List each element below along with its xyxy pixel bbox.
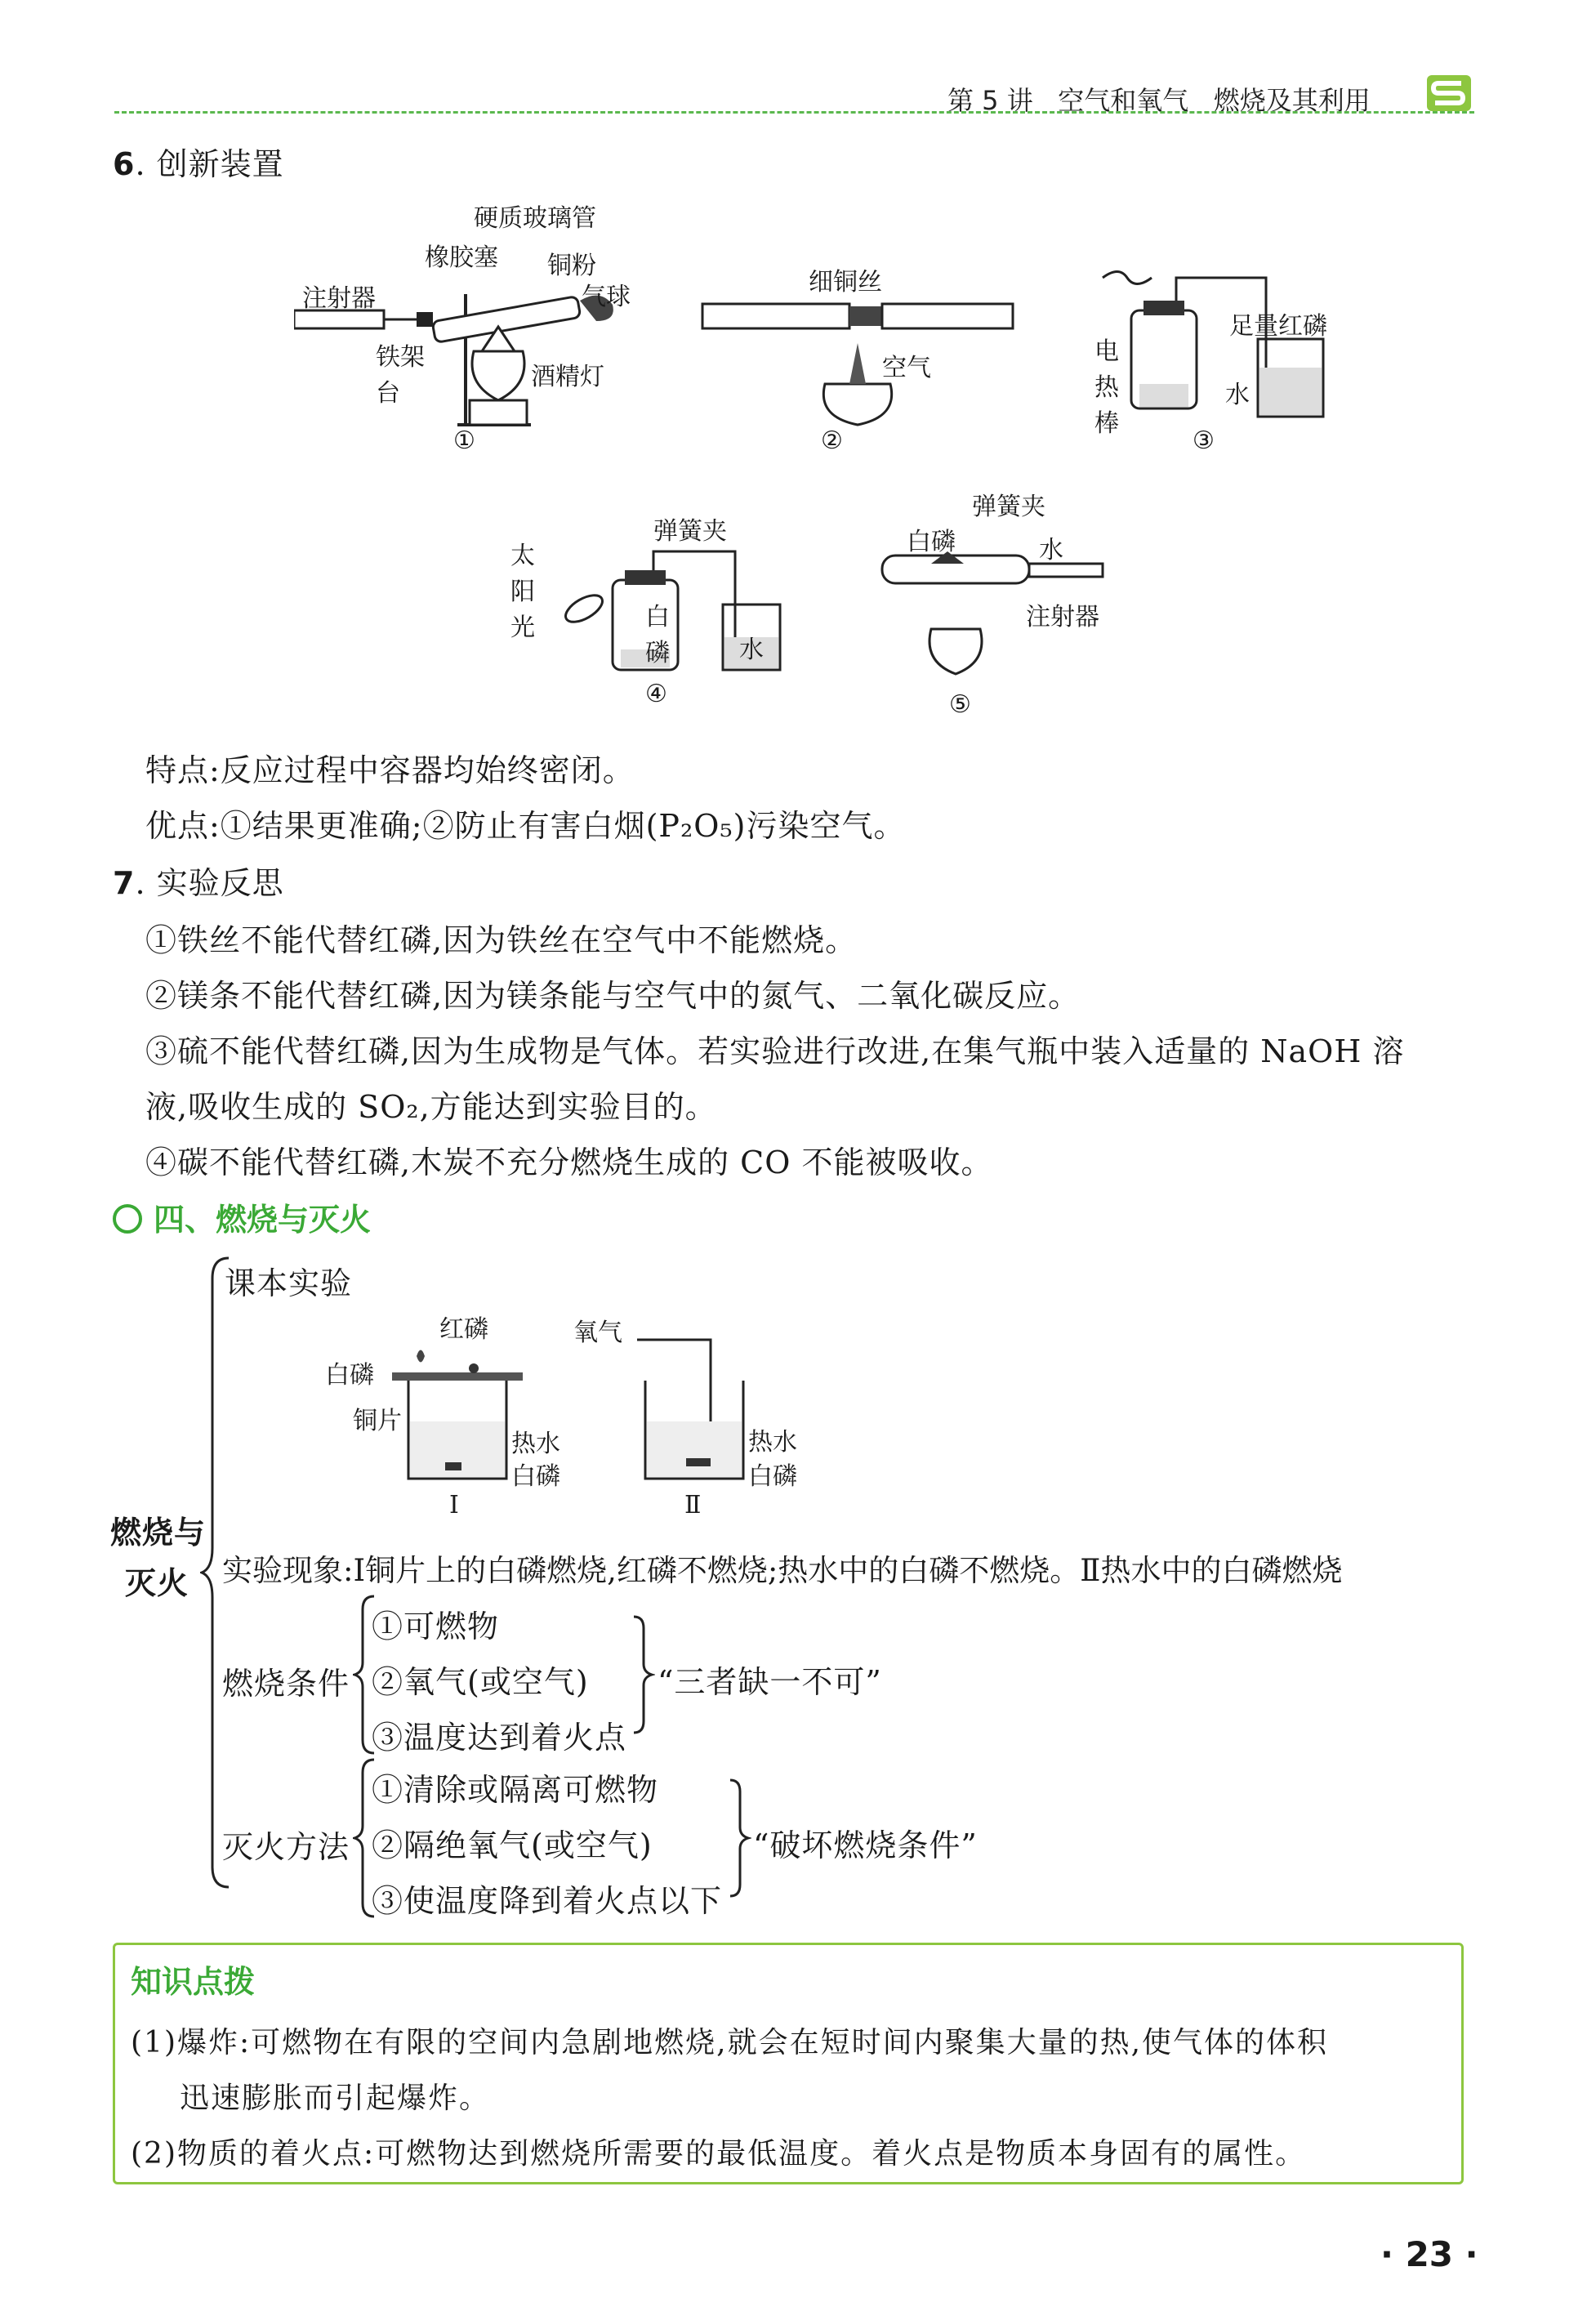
method-1: ①清除或隔离可燃物 bbox=[372, 1772, 659, 1808]
section6-feature: 特点:反应过程中容器均始终密闭。 bbox=[145, 752, 635, 788]
fig1-label-hard-glass-tube: 硬质玻璃管 bbox=[474, 204, 596, 233]
fig3-label-water: 水 bbox=[1225, 381, 1250, 409]
conditions-label: 燃烧条件 bbox=[222, 1666, 350, 1702]
section7-item-3b: 液,吸收生成的 SO₂,方能达到实验目的。 bbox=[145, 1089, 717, 1125]
fig2-label-copper-wire: 细铜丝 bbox=[809, 268, 882, 297]
fig4-label-white-phosphorus: 白磷 bbox=[645, 603, 670, 667]
conditions-note: “三者缺一不可” bbox=[658, 1664, 882, 1700]
exp2-label-white-phosphorus: 白磷 bbox=[748, 1462, 797, 1491]
fig1-caption: ① bbox=[453, 426, 475, 455]
exp2-label-hot-water: 热水 bbox=[748, 1428, 797, 1457]
fig1-label-copper-powder: 铜粉 bbox=[547, 252, 596, 280]
methods-label: 灭火方法 bbox=[222, 1829, 350, 1865]
section6-advantage: 优点:①结果更准确;②防止有害白烟(P₂O₅)污染空气。 bbox=[145, 808, 906, 844]
page-number: · 23 · bbox=[1380, 2234, 1478, 2274]
header-divider bbox=[114, 111, 1474, 114]
exp1-label-copper-sheet: 铜片 bbox=[353, 1407, 402, 1435]
section7-item-2: ②镁条不能代替红磷,因为镁条能与空气中的氮气、二氧化碳反应。 bbox=[145, 978, 1081, 1014]
section7-item-4: ④碳不能代替红磷,木炭不充分燃烧生成的 CO 不能被吸收。 bbox=[145, 1145, 993, 1180]
section4-root-label: 燃烧与 灭火 bbox=[110, 1515, 207, 1601]
fig5-label-syringe: 注射器 bbox=[1026, 603, 1099, 631]
condition-1: ①可燃物 bbox=[372, 1609, 500, 1644]
experiment-2-apparatus bbox=[621, 1323, 768, 1487]
fig5-label-white-phosphorus: 白磷 bbox=[907, 528, 956, 556]
method-3: ③使温度降到着火点以下 bbox=[372, 1883, 723, 1919]
exp2-caption: Ⅱ bbox=[684, 1491, 702, 1519]
section7-item-3a: ③硫不能代替红磷,因为生成物是气体。若实验进行改进,在集气瓶中装入适量的 NaOH 溶 bbox=[145, 1033, 1405, 1069]
fig1-label-balloon: 气球 bbox=[582, 283, 631, 311]
bullet-circle-icon bbox=[113, 1204, 142, 1234]
exp1-label-red-phosphorus: 红磷 bbox=[439, 1315, 488, 1344]
fig2-caption: ② bbox=[821, 426, 843, 455]
fig1-label-alcohol-lamp: 酒精灯 bbox=[531, 363, 604, 391]
chapter-title-1: 空气和氧气 bbox=[1058, 85, 1189, 116]
fig4-label-sunlight: 太阳光 bbox=[510, 542, 535, 642]
knowledge-tips-title: 知识点拨 bbox=[131, 1964, 256, 2000]
chapter-title-2: 燃烧及其利用 bbox=[1213, 85, 1371, 116]
figure-1-apparatus bbox=[294, 196, 662, 457]
fig4-label-water: 水 bbox=[739, 636, 764, 664]
section4-heading: 四、燃烧与灭火 bbox=[113, 1194, 371, 1239]
tip-1-line-1: (1)爆炸:可燃物在有限的空间内急剧地燃烧,就会在短时间内聚集大量的热,使气体的体积 bbox=[131, 2026, 1329, 2059]
figure-2-apparatus bbox=[694, 286, 1029, 433]
fig5-label-spring-clip: 弹簧夹 bbox=[972, 493, 1045, 521]
methods-brace-right-icon bbox=[727, 1777, 751, 1899]
fig3-label-heating-rod: 电热棒 bbox=[1094, 337, 1119, 438]
fig5-caption: ⑤ bbox=[949, 690, 971, 719]
tip-2: (2)物质的着火点:可燃物达到燃烧所需要的最低温度。着火点是物质本身固有的属性。 bbox=[131, 2137, 1307, 2171]
textbook-experiment-label: 课本实验 bbox=[225, 1265, 353, 1301]
exp1-caption: Ⅰ bbox=[449, 1491, 459, 1519]
method-2: ②隔绝氧气(或空气) bbox=[372, 1827, 653, 1863]
condition-3: ③温度达到着火点 bbox=[372, 1720, 627, 1756]
section7-item-1: ①铁丝不能代替红磷,因为铁丝在空气中不能燃烧。 bbox=[145, 922, 858, 958]
fig1-label-iron-stand: 铁架台 bbox=[376, 343, 425, 408]
fig5-label-water: 水 bbox=[1039, 536, 1063, 564]
exp2-label-oxygen: 氧气 bbox=[573, 1319, 622, 1347]
exp1-label-white-phosphorus-top: 白磷 bbox=[325, 1361, 374, 1390]
exp1-label-white-phosphorus-bottom: 白磷 bbox=[511, 1462, 560, 1491]
fig3-caption: ③ bbox=[1193, 426, 1215, 455]
experiment-phenomenon: 实验现象:Ⅰ铜片上的白磷燃烧,红磷不燃烧;热水中的白磷不燃烧。Ⅱ热水中的白磷燃烧 bbox=[222, 1553, 1343, 1588]
methods-note: “破坏燃烧条件” bbox=[753, 1827, 978, 1863]
fig4-caption: ④ bbox=[645, 680, 667, 708]
fig2-label-air: 空气 bbox=[882, 354, 931, 382]
fig1-label-syringe: 注射器 bbox=[302, 284, 376, 313]
tip-1-line-2: 迅速膨胀而引起爆炸。 bbox=[180, 2082, 491, 2115]
section7-heading: 7. 实验反思 bbox=[113, 865, 284, 901]
chapter-number: 第 5 讲 bbox=[947, 85, 1033, 116]
conditions-brace-right-icon bbox=[631, 1613, 655, 1736]
section6-heading: 6. 创新装置 bbox=[113, 146, 284, 182]
experiment-1-apparatus bbox=[384, 1340, 531, 1487]
condition-2: ②氧气(或空气) bbox=[372, 1664, 589, 1700]
exp1-label-hot-water: 热水 bbox=[511, 1430, 560, 1458]
header-logo-icon bbox=[1425, 74, 1473, 113]
fig4-label-spring-clip: 弹簧夹 bbox=[653, 517, 727, 546]
fig1-label-rubber-stopper: 橡胶塞 bbox=[425, 243, 498, 272]
fig3-label-red-phosphorus: 足量红磷 bbox=[1229, 312, 1327, 341]
